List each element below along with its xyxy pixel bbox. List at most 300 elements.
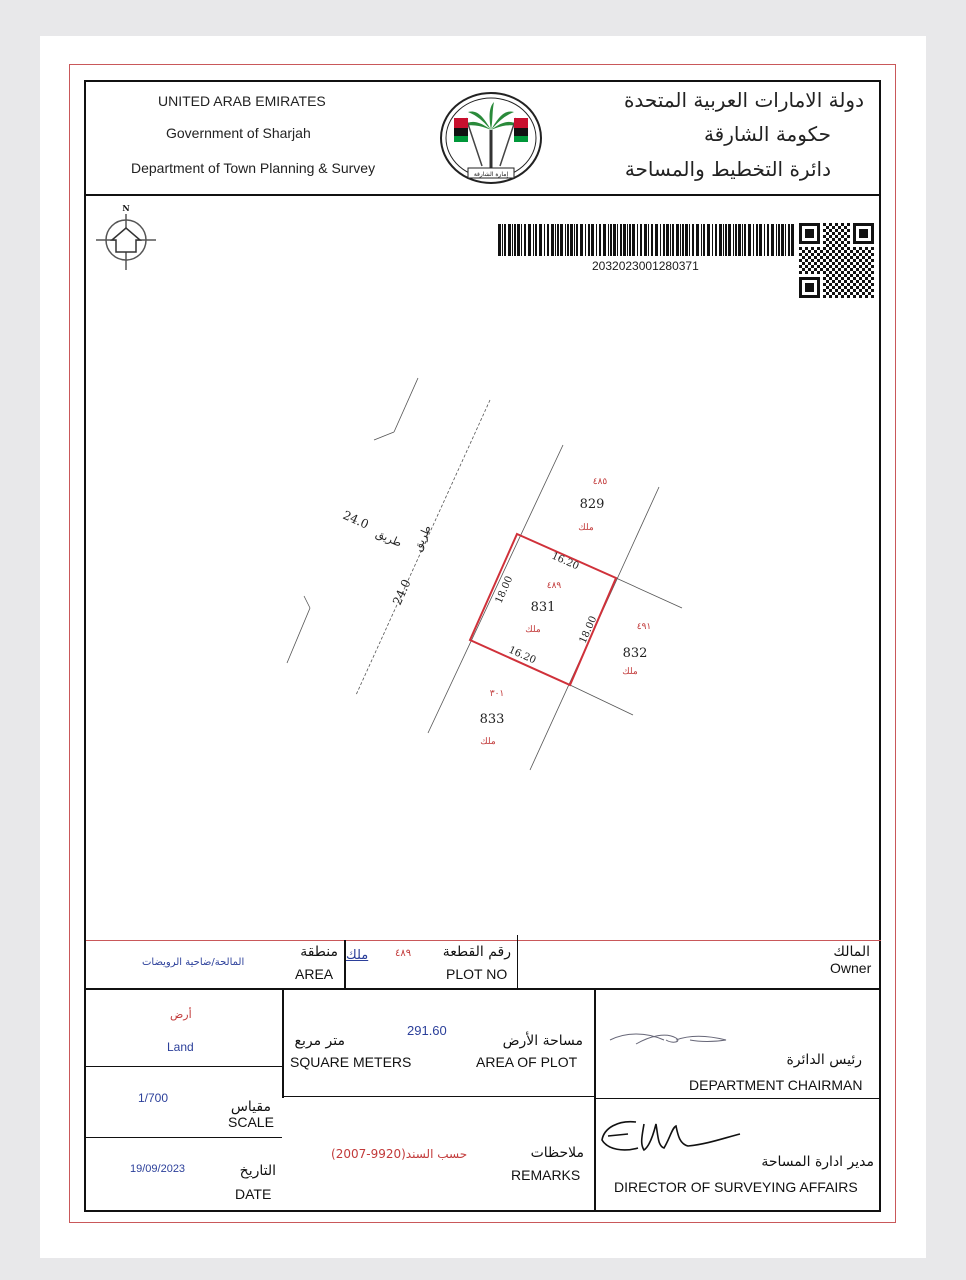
area-of-plot-label-ar: مساحة الأرض (502, 1033, 583, 1049)
qr-module (817, 247, 820, 250)
qr-module (811, 259, 814, 262)
qr-module (847, 259, 850, 262)
qr-module (847, 223, 850, 226)
qr-module (865, 289, 868, 292)
director-signature-icon (598, 1116, 748, 1160)
qr-module (850, 268, 853, 271)
qr-module (865, 295, 868, 298)
qr-module (871, 271, 874, 274)
qr-module (868, 274, 871, 277)
qr-module (847, 271, 850, 274)
barcode-bar (599, 224, 601, 256)
qr-module (841, 265, 844, 268)
qr-module (832, 286, 835, 289)
qr-module (832, 292, 835, 295)
road-edge-line (287, 608, 310, 663)
qr-module (808, 250, 811, 253)
qr-module (835, 259, 838, 262)
header-department-en: Department of Town Planning & Survey (131, 160, 376, 176)
qr-module (826, 268, 829, 271)
qr-module (850, 256, 853, 259)
qr-module (820, 256, 823, 259)
plot-833-ownership: ملك (480, 737, 496, 747)
qr-module (856, 268, 859, 271)
qr-module (856, 256, 859, 259)
qr-module (859, 295, 862, 298)
dimension-top: 16.20 (549, 550, 581, 573)
chairman-label-en: DEPARTMENT CHAIRMAN (689, 1077, 863, 1093)
qr-module (838, 274, 841, 277)
north-label: N (122, 203, 130, 213)
qr-module (871, 247, 874, 250)
barcode-bar (728, 224, 731, 256)
qr-module (823, 235, 826, 238)
qr-module (862, 262, 865, 265)
barcode-bar (778, 224, 780, 256)
barcode-bar (613, 224, 616, 256)
barcode-bar (735, 224, 737, 256)
barcode-bar (676, 224, 679, 256)
dimension-bottom: 16.20 (506, 644, 538, 667)
qr-module (835, 271, 838, 274)
qr-module (826, 262, 829, 265)
plot-831-number: 831 (530, 600, 556, 615)
barcode-bar (514, 224, 516, 256)
road-name-label: طريق (373, 526, 404, 550)
qr-module (841, 253, 844, 256)
qr-module (823, 283, 826, 286)
date-label-ar: التاريخ (239, 1163, 276, 1179)
header-department-ar: دائرة التخطيط والمساحة (624, 157, 831, 181)
area-label-ar: منطقة (300, 944, 338, 960)
qr-module (865, 283, 868, 286)
plot-832-arabic-number: ٤٩١ (636, 622, 652, 632)
qr-module (802, 262, 805, 265)
qr-module (817, 265, 820, 268)
chairman-label-ar: رئيس الدائرة (786, 1052, 862, 1068)
table-divider (594, 988, 596, 1212)
plot-833-number: 833 (479, 712, 505, 727)
qr-module (868, 256, 871, 259)
barcode-bar (644, 224, 647, 256)
table-row-rule (594, 1098, 881, 1099)
barcode-bar (767, 224, 769, 256)
qr-module (847, 247, 850, 250)
qr-module (844, 238, 847, 241)
plot-831-arabic-number: ٤٨٩ (546, 581, 562, 591)
qr-module (859, 277, 862, 280)
barcode-bar (764, 224, 765, 256)
qr-module (829, 229, 832, 232)
barcode-bar (791, 224, 794, 256)
land-type-ar: أرض (170, 1008, 192, 1021)
qr-module (802, 268, 805, 271)
qr-module (823, 253, 826, 256)
qr-module (817, 271, 820, 274)
qr-module (847, 289, 850, 292)
qr-module (871, 253, 874, 256)
qr-module (871, 265, 874, 268)
qr-module (814, 256, 817, 259)
barcode-bar (651, 224, 653, 256)
barcode-bar (715, 224, 717, 256)
qr-module (811, 247, 814, 250)
header-government-ar: حكومة الشارقة (703, 122, 831, 146)
qr-module (820, 268, 823, 271)
qr-module (832, 268, 835, 271)
qr-module (859, 271, 862, 274)
barcode-bar (596, 224, 597, 256)
qr-module (823, 265, 826, 268)
barcode-bar (629, 224, 631, 256)
qr-module (808, 262, 811, 265)
qr-module (847, 295, 850, 298)
qr-module (868, 286, 871, 289)
barcode-bar (547, 224, 549, 256)
qr-module (835, 253, 838, 256)
qr-module (844, 244, 847, 247)
qr-module (835, 283, 838, 286)
qr-module (799, 259, 802, 262)
qr-module (847, 229, 850, 232)
barcode-bar (672, 224, 674, 256)
qr-module (832, 274, 835, 277)
qr-module (826, 250, 829, 253)
qr-module (847, 283, 850, 286)
qr-module (826, 238, 829, 241)
barcode-bar (707, 224, 710, 256)
qr-module (826, 226, 829, 229)
qr-module (844, 280, 847, 283)
qr-module (844, 268, 847, 271)
qr-module (826, 232, 829, 235)
date-label-en: DATE (235, 1186, 272, 1202)
barcode-bar (719, 224, 722, 256)
qr-module (829, 265, 832, 268)
qr-module (808, 256, 811, 259)
qr-module (814, 268, 817, 271)
qr-module (859, 253, 862, 256)
header-country-en: UNITED ARAB EMIRATES (158, 93, 326, 109)
road-name-label: طريق (410, 523, 434, 554)
table-divider (282, 988, 284, 1098)
qr-module (841, 295, 844, 298)
qr-module (859, 289, 862, 292)
qr-module (820, 262, 823, 265)
qr-module (835, 295, 838, 298)
qr-module (838, 232, 841, 235)
qr-module (829, 283, 832, 286)
qr-module (829, 271, 832, 274)
barcode-bar (756, 224, 758, 256)
qr-module (823, 271, 826, 274)
qr-module (832, 262, 835, 265)
barcode-bar (603, 224, 606, 256)
barcode-bar (610, 224, 612, 256)
qr-module (799, 247, 802, 250)
qr-module (811, 271, 814, 274)
qr-module (844, 256, 847, 259)
barcode-bar (560, 224, 563, 256)
barcode-bar (588, 224, 590, 256)
qr-module (829, 223, 832, 226)
barcode-bar (544, 224, 545, 256)
qr-module (850, 274, 853, 277)
barcode (496, 222, 798, 258)
barcode-bar (663, 224, 665, 256)
qr-module (835, 289, 838, 292)
barcode-bar (617, 224, 618, 256)
qr-module (838, 292, 841, 295)
qr-module (832, 226, 835, 229)
qr-module (805, 253, 808, 256)
north-arrow-icon (90, 200, 162, 274)
owner-label-en: Owner (830, 960, 872, 976)
qr-module (835, 229, 838, 232)
road-width-label: 24.0 (389, 577, 414, 608)
square-meters-label-ar: متر مربع (294, 1033, 345, 1049)
barcode-bar (508, 224, 511, 256)
qr-module (802, 250, 805, 253)
qr-module (814, 262, 817, 265)
qr-module (853, 265, 856, 268)
qr-module (856, 292, 859, 295)
barcode-bar (776, 224, 777, 256)
qr-module (829, 295, 832, 298)
qr-module (853, 271, 856, 274)
qr-module (805, 265, 808, 268)
qr-module (871, 283, 874, 286)
qr-module (856, 286, 859, 289)
plot-829-number: 829 (579, 497, 605, 512)
barcode-bar (725, 224, 727, 256)
plot-831-ownership: ملك (525, 625, 541, 635)
barcode-bar (670, 224, 671, 256)
director-label-ar: مدير ادارة المساحة (761, 1154, 874, 1170)
area-value: المالحة/ضاحية الرويضات (142, 957, 245, 968)
barcode-bar (712, 224, 713, 256)
qr-module (805, 271, 808, 274)
qr-module (841, 235, 844, 238)
qr-module (856, 280, 859, 283)
qr-finder (805, 283, 814, 292)
qr-module (844, 274, 847, 277)
qr-module (868, 268, 871, 271)
qr-module (865, 277, 868, 280)
qr-module (841, 277, 844, 280)
qr-module (832, 280, 835, 283)
barcode-bar (692, 224, 694, 256)
qr-module (865, 247, 868, 250)
barcode-bar (744, 224, 746, 256)
qr-module (847, 265, 850, 268)
barcode-bar (517, 224, 520, 256)
barcode-bar (535, 224, 537, 256)
qr-module (826, 256, 829, 259)
area-label-en: AREA (295, 966, 334, 982)
qr-module (862, 280, 865, 283)
table-row-rule (86, 988, 881, 990)
qr-module (835, 265, 838, 268)
barcode-bar (738, 224, 741, 256)
qr-module (838, 280, 841, 283)
barcode-bar (637, 224, 638, 256)
qr-module (808, 268, 811, 271)
barcode-bar (696, 224, 699, 256)
barcode-bar (682, 224, 684, 256)
qr-module (835, 223, 838, 226)
qr-module (832, 244, 835, 247)
qr-module (862, 256, 865, 259)
qr-module (835, 277, 838, 280)
boundary-line (570, 685, 633, 715)
qr-module (829, 235, 832, 238)
barcode-bar (781, 224, 784, 256)
date-value: 19/09/2023 (130, 1163, 186, 1175)
qr-module (823, 247, 826, 250)
qr-module (853, 247, 856, 250)
qr-module (868, 262, 871, 265)
owner-label-ar: المالك (833, 944, 870, 960)
qr-module (844, 232, 847, 235)
qr-module (853, 259, 856, 262)
qr-module (841, 283, 844, 286)
qr-module (832, 232, 835, 235)
qr-module (853, 295, 856, 298)
site-plan-map (280, 375, 700, 775)
qr-module (871, 289, 874, 292)
emblem-banner-text: إمارة الشارقة (473, 171, 509, 178)
dimension-right: 18.00 (577, 614, 600, 646)
qr-module (823, 289, 826, 292)
qr-module (844, 262, 847, 265)
header-divider (86, 194, 881, 196)
barcode-bar (498, 224, 501, 256)
qr-module (841, 241, 844, 244)
barcode-bar (723, 224, 724, 256)
qr-module (856, 274, 859, 277)
qr-module (811, 253, 814, 256)
qr-module (847, 253, 850, 256)
table-row-rule (282, 1096, 594, 1097)
plot-832-ownership: ملك (622, 667, 638, 677)
barcode-bar (608, 224, 609, 256)
qr-module (823, 277, 826, 280)
barcode-bar (623, 224, 626, 256)
qr-module (841, 247, 844, 250)
barcode-bar (576, 224, 578, 256)
qr-finder (859, 229, 868, 238)
qr-module (826, 286, 829, 289)
qr-module (847, 235, 850, 238)
qr-module (853, 277, 856, 280)
scale-label-ar: مقياس (230, 1099, 271, 1115)
barcode-bar (565, 224, 566, 256)
area-of-plot-label-en: AREA OF PLOT (476, 1054, 578, 1070)
qr-module (844, 226, 847, 229)
scale-value: 1/700 (138, 1091, 169, 1105)
qr-module (817, 259, 820, 262)
road-edge-line (304, 596, 310, 608)
qr-module (844, 286, 847, 289)
barcode-bar (502, 224, 503, 256)
qr-module (820, 250, 823, 253)
qr-module (850, 286, 853, 289)
barcode-bar (689, 224, 690, 256)
qr-module (814, 250, 817, 253)
boundary-line (616, 578, 682, 608)
barcode-bar (521, 224, 522, 256)
qr-module (862, 292, 865, 295)
qr-module (850, 262, 853, 265)
qr-module (868, 280, 871, 283)
dimension-left: 18.00 (493, 574, 516, 606)
area-of-plot-value: 291.60 (407, 1023, 447, 1038)
barcode-bar (701, 224, 702, 256)
barcode-bar (570, 224, 573, 256)
header-country-ar: دولة الامارات العربية المتحدة (623, 88, 864, 112)
qr-module (829, 259, 832, 262)
barcode-bar (660, 224, 661, 256)
barcode-bar (591, 224, 594, 256)
road-width-label: 24.0 (340, 507, 371, 532)
plot-833-arabic-number: ٣٠١ (489, 689, 505, 699)
barcode-bar (759, 224, 762, 256)
qr-module (826, 274, 829, 277)
qr-module (835, 247, 838, 250)
qr-module (838, 268, 841, 271)
qr-module (811, 265, 814, 268)
qr-module (829, 241, 832, 244)
barcode-bar (632, 224, 635, 256)
qr-module (841, 271, 844, 274)
qr-module (838, 226, 841, 229)
qr-module (865, 259, 868, 262)
plot-829-ownership: ملك (578, 523, 594, 533)
qr-module (823, 259, 826, 262)
qr-module (835, 241, 838, 244)
barcode-bar (567, 224, 569, 256)
barcode-bar (640, 224, 642, 256)
barcode-bar (574, 224, 575, 256)
qr-module (862, 268, 865, 271)
plot-829-arabic-number: ٤٨٥ (592, 477, 608, 487)
qr-module (799, 265, 802, 268)
qr-module (832, 250, 835, 253)
barcode-bar (742, 224, 743, 256)
qr-module (805, 259, 808, 262)
qr-module (859, 259, 862, 262)
barcode-bar (555, 224, 556, 256)
qr-module (862, 274, 865, 277)
barcode-bar (680, 224, 681, 256)
plot-no-label-ar: رقم القطعة (442, 944, 511, 960)
barcode-bar (648, 224, 649, 256)
remarks-label-en: REMARKS (511, 1167, 581, 1183)
qr-module (838, 244, 841, 247)
qr-module (844, 292, 847, 295)
barcode-bar (585, 224, 586, 256)
barcode-bar (524, 224, 526, 256)
qr-module (859, 265, 862, 268)
table-divider (517, 935, 518, 988)
qr-module (853, 289, 856, 292)
barcode-bar (627, 224, 628, 256)
barcode-bar (504, 224, 506, 256)
sharjah-emblem-icon (438, 90, 544, 186)
barcode-bar (785, 224, 786, 256)
square-meters-label-en: SQUARE METERS (290, 1054, 412, 1070)
